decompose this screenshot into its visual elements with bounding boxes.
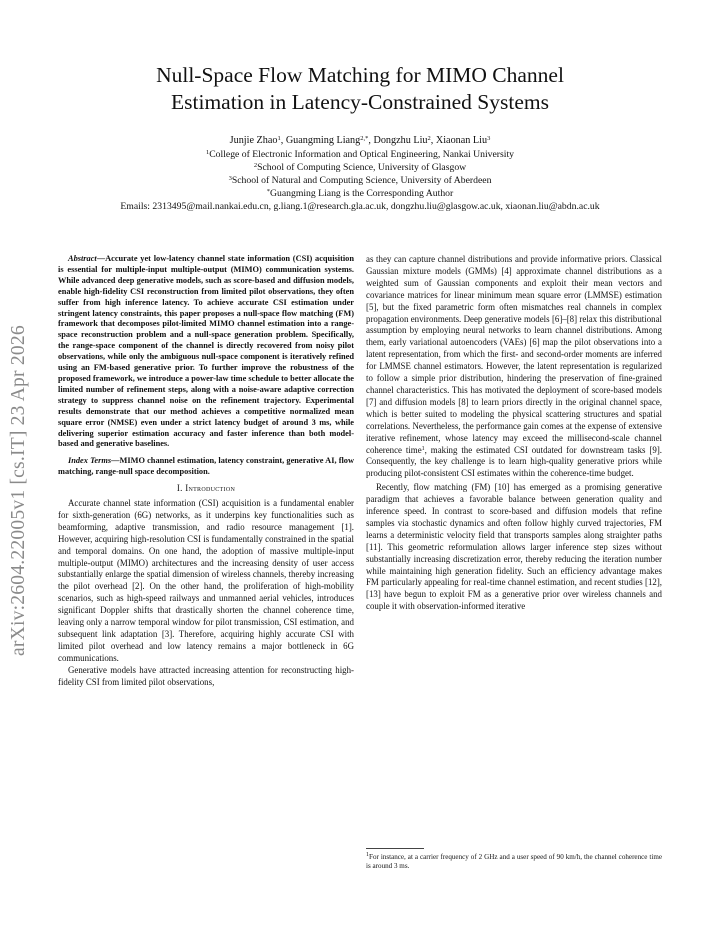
corr-text: Guangming Liang is the Corresponding Author <box>270 188 454 199</box>
paragraph: Accurate channel state information (CSI) acquisition is a fundamental enabler for sixth-generation (6G) networks, as it underpins key functionalities such as beamforming, adaptive transmission, and radio resource management [1]. However, acquiring high-resolution CSI is fundamentally constrained in the spatial and temporal domains. On one hand, the adoption of massive multiple-input multiple-output (MIMO) architectures and the increasing density of user access substantially enlarge the spatial dimension of wireless channels, thereby increasing the pilot overhead [2]. On the other hand, the proliferation of high-mobility scenarios, such as high-speed railways and unmanned aerial vehicles, introduces significant Doppler shifts that drastically shorten the channel coherence time, leaving only a narrow temporal window for pilot transmission, CSI estimation, and subsequent link adaptation [3]. Therefore, acquiring highly accurate CSI with limited pilot overhead and low latency remains a major bottleneck in 6G communications. <box>58 498 354 663</box>
author-sup: 3 <box>487 135 491 142</box>
author-sup: 2,* <box>360 135 369 142</box>
author-list: Junjie Zhao$^1$, Guangming Liang$^{2,*}$, Dongzhu Liu$^2$, Xiaonan Liu$^3$ <box>229 135 491 146</box>
aff-text: School of Natural and Computing Science, University of Aberdeen <box>231 175 492 186</box>
paper-title <box>60 62 660 116</box>
affiliation-1 <box>40 148 680 161</box>
paragraph: Generative models have attracted increasing attention for reconstructing high-fidelity CSI from limited pilot observations, <box>58 664 354 687</box>
aff-text: School of Computing Science, University of Glasgow <box>257 162 467 173</box>
index-terms-label: Index Terms <box>68 456 112 466</box>
aff-sup: 2 <box>253 162 258 169</box>
paragraph-continued <box>366 254 662 480</box>
author-name: Junjie Zhao <box>229 135 278 146</box>
author-block <box>40 134 680 213</box>
footnote-number: 1 <box>366 852 369 858</box>
title-line-1: Null-Space Flow Matching for MIMO Channel <box>156 63 564 87</box>
paragraph: Recently, flow matching (FM) [10] has emerged as a promising generative paradigm that achieves a favorable balance between generation quality and inference speed. In contrast to score-based and diffusion models that refine samples via stochastic dynamics and often follow highly curved trajectories, FM learns a deterministic velocity field that transports samples along straighter paths [11]. This geometric reformulation allows larger inference step sizes without substantially increasing discretization error, thereby reducing the iteration number while maintaining high generation fidelity. Such an efficiency advantage makes FM particularly appealing for real-time channel estimation, and recent studies [12], [13] have begun to exploit FM as a generative prior over wireless channels and couple it with observation-informed iterative <box>366 482 662 612</box>
footnote <box>366 853 662 871</box>
title-line-2: Estimation in Latency-Constrained Systems <box>171 90 549 114</box>
right-column <box>366 254 662 613</box>
arxiv-stamp <box>2 258 36 658</box>
author-name: Xiaonan Liu <box>435 135 488 146</box>
abstract-text: —Accurate yet low-latency channel state information (CSI) acquisition is essential for multiple-input multiple-output (MIMO) communication systems. While advanced deep generative models, such as score-based and diffusion models, enable high-fidelity CSI reconstruction from limited pilot observations, they often suffer from high inference latency. To achieve accurate CSI estimation under stringent latency constraints, this paper proposes a null-space flow matching (FM) framework that decomposes pilot-limited MIMO channel estimation into a range-space reconstruction problem and a null-space generation problem. Specifically, the range-space component of the channel is directly recovered from noisy pilot observations, while only the ambiguous null-space component is iteratively refined using an FM-based generative prior. To further improve the robustness of the proposed framework, we introduce a power-law time schedule to better allocate the limited number of refinement steps, along with a noise-aware adaptive correction strategy to suppress channel noise on the refinement trajectory. Experimental results demonstrate that our method achieves a competitive normalized mean square error (NMSE) even under a strict latency budget of around 3 ms, while delivering superior estimation accuracy and faster inference than both model-based and generative baselines. <box>58 254 354 449</box>
author-name: Dongzhu Liu <box>373 135 428 146</box>
arxiv-id[interactable]: arXiv:2604.22005v1 [cs.IT] 23 Apr 2026 <box>8 325 29 656</box>
paragraph-text: as they can capture channel distributions and provide informative priors. Classical Gaussian mixture models (GMMs) [4] approximate channel distributions as a weighted sum of Gaussian components and exploit their mean vectors and covariance matrices for linear minimum mean square error (LMMSE) estimation [5], but the fixed parametric form often mismatches real channels in complex propagation environments. Deep generative models [6]–[8] relax this distributional assumption by employing neural networks to learn channel distributions. Among them, early variational autoencoders (VAEs) [6] map the pilot observations into a latent representation, from which the first- and second-order moments are inferred for LMMSE channel estimators. However, the latent representation is regularized to follow a simple prior distribution, hindering the preservation of fine-grained channel characteristics. This has motivated the deployment of score-based models [7] and diffusion models [8] to learn priors directly in the original channel space, which is better suited to modeling the physical scattering structures and spatial correlations. Nevertheless, the performance gain comes at the expense of extensive iterative refinement, whose latency may exceed the millisecond-scale channel coherence time <box>366 254 662 455</box>
aff-sup: 1 <box>205 149 210 156</box>
aff-sup: 3 <box>228 175 232 182</box>
emails: Emails: 2313495@mail.nankai.edu.cn, g.liang.1@research.gla.ac.uk, dongzhu.liu@glasgow.ac.uk, xiaonan.liu@abdn.ac.uk <box>120 201 600 212</box>
left-column <box>58 254 354 689</box>
index-terms-text: —MIMO channel estimation, latency constraint, generative AI, flow matching, range-null space decomposition. <box>58 456 354 477</box>
footnote-text: For instance, at a carrier frequency of 2 GHz and a user speed of 90 km/h, the channel coherence time is around 3 ms. <box>366 853 662 870</box>
abstract <box>58 254 354 450</box>
aff-text: College of Electronic Information and Optical Engineering, Nankai University <box>209 149 515 160</box>
corr-sup: * <box>266 188 270 195</box>
index-terms <box>58 456 354 478</box>
author-name: Guangming Liang <box>285 135 361 146</box>
author-sup: 1 <box>277 135 281 142</box>
affiliation-3 <box>40 174 680 187</box>
affiliation-2 <box>40 161 680 174</box>
abstract-label: Abstract <box>68 254 97 263</box>
paragraph-text: , making the estimated CSI outdated for downstream tasks [9]. Consequently, the key challenge is to learn high-quality generative priors while producing pilot-consistent CSI estimates within the coherence-time budget. <box>366 444 662 479</box>
corresponding-note <box>40 187 680 200</box>
footnote-marker[interactable]: 1 <box>421 445 425 452</box>
section-heading: I. Introduction <box>176 483 236 494</box>
footnote-rule <box>366 848 424 849</box>
author-sup: 2 <box>427 135 431 142</box>
